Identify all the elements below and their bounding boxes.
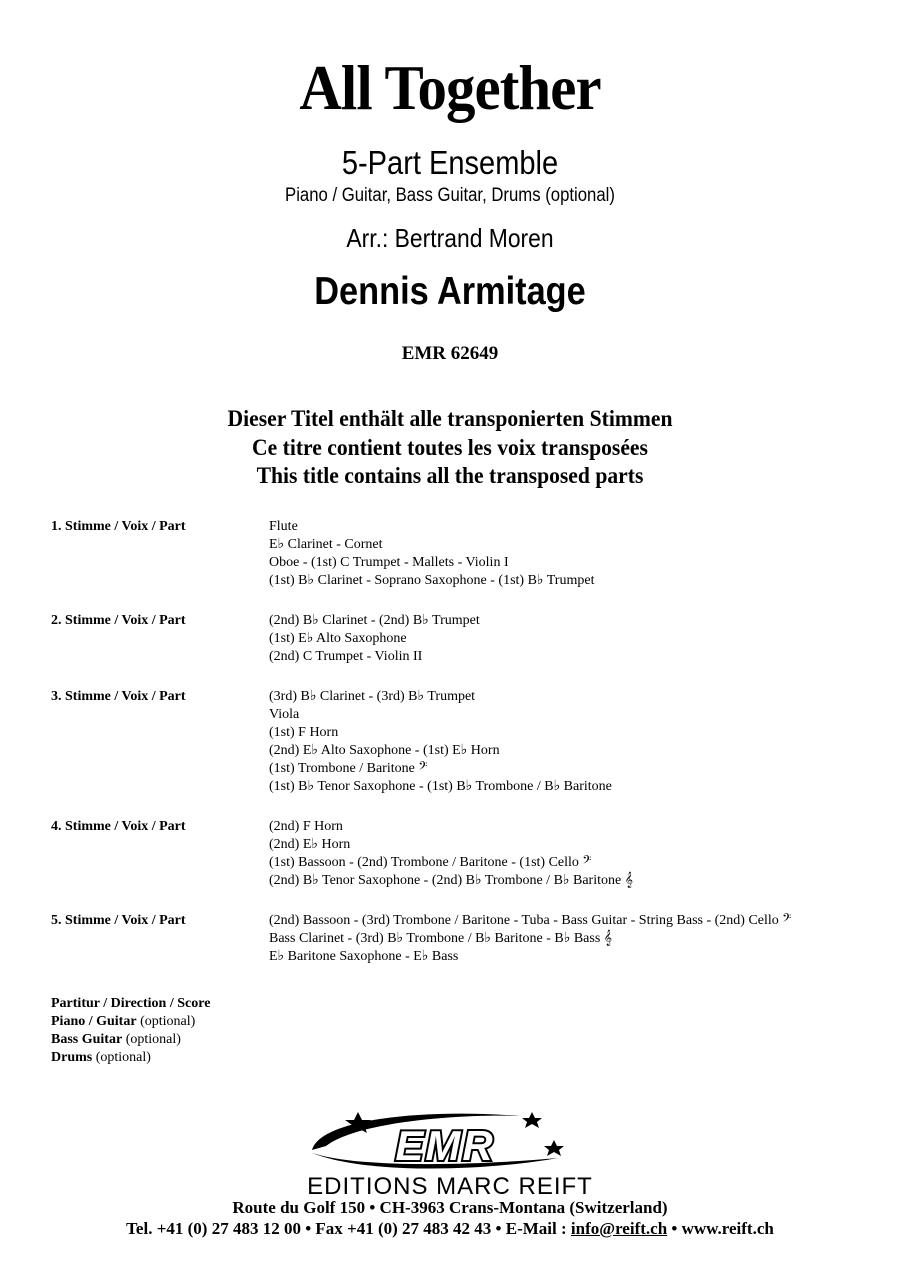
- notice-french: Ce titre contient toutes les voix transposées: [252, 434, 648, 460]
- score-line: [51, 995, 451, 1013]
- logo-star-far-right: [544, 1140, 564, 1156]
- part-item: E♭ Baritone Saxophone - E♭ Bass: [269, 949, 459, 964]
- drums-label: Drums: [51, 1050, 93, 1065]
- transposed-parts-notice: [0, 405, 900, 491]
- part-group-3: [51, 688, 871, 796]
- part-item: (2nd) F Horn: [269, 819, 343, 834]
- part-group-2: [51, 612, 871, 666]
- part-label: 4. Stimme / Voix / Part: [51, 819, 186, 834]
- logo-star-right: [522, 1112, 542, 1128]
- part-item: E♭ Clarinet - Cornet: [269, 537, 383, 552]
- part-item: (3rd) B♭ Clarinet - (3rd) B♭ Trumpet: [269, 689, 476, 704]
- part-item: Flute: [269, 519, 298, 534]
- piece-title: All Together: [299, 52, 601, 123]
- parts-list: [51, 518, 871, 988]
- notice-english: This title contains all the transposed parts: [256, 463, 644, 488]
- part-item: (2nd) Bassoon - (3rd) Trombone / Baritone - Tuba - Bass Guitar - String Bass - (2nd) Cello 𝄢: [269, 913, 792, 928]
- part-group-4: [51, 818, 871, 890]
- part-item: (1st) F Horn: [269, 725, 339, 740]
- part-item: Bass Clarinet - (3rd) B♭ Trombone / B♭ Baritone - B♭ Bass 𝄞: [269, 931, 613, 946]
- logo-emr-text: EMR: [395, 1122, 495, 1169]
- part-item: (1st) Trombone / Baritone 𝄢: [269, 761, 428, 776]
- part-item: (2nd) B♭ Tenor Saxophone - (2nd) B♭ Trombone / B♭ Baritone 𝄞: [269, 873, 633, 888]
- part-group-1: [51, 518, 871, 590]
- arranger-credit: Arr.: Bertrand Moren: [346, 223, 554, 253]
- publisher-address: Route du Golf 150 • CH-3963 Crans-Montana (Switzerland): [232, 1198, 668, 1217]
- score-label: Partitur / Direction / Score: [51, 996, 211, 1011]
- contact-website[interactable]: • www.reift.ch: [667, 1219, 774, 1238]
- part-item: (1st) Bassoon - (2nd) Trombone / Baritone - (1st) Cello 𝄢: [269, 855, 592, 870]
- part-item: (2nd) E♭ Horn: [269, 837, 351, 852]
- email-link[interactable]: info@reift.ch: [570, 1219, 668, 1238]
- logo-publisher-name: EDITIONS MARC REIFT: [307, 1173, 593, 1198]
- part-group-5: [51, 912, 871, 966]
- ensemble-subtitle: 5-Part Ensemble: [341, 144, 559, 181]
- drums-line: [51, 1049, 451, 1067]
- part-item: (2nd) E♭ Alto Saxophone - (1st) E♭ Horn: [269, 743, 500, 758]
- optional-note: (optional): [95, 1050, 151, 1065]
- publisher-contact: [0, 1218, 900, 1240]
- optional-note: (optional): [140, 1014, 196, 1029]
- part-item: (2nd) C Trumpet - Violin II: [269, 649, 423, 664]
- part-item: Oboe - (1st) C Trumpet - Mallets - Violin I: [269, 555, 509, 570]
- notice-german: Dieser Titel enthält alle transponierten Stimmen: [227, 406, 673, 431]
- catalog-number: EMR 62649: [401, 343, 499, 364]
- part-item: (1st) B♭ Clarinet - Soprano Saxophone - (1st) B♭ Trumpet: [269, 573, 595, 588]
- part-item: (1st) E♭ Alto Saxophone: [269, 631, 407, 646]
- part-label: 5. Stimme / Voix / Part: [51, 913, 186, 928]
- instrumentation-line: Piano / Guitar, Bass Guitar, Drums (optional): [285, 185, 615, 206]
- part-label: 1. Stimme / Voix / Part: [51, 519, 186, 534]
- bass-line: [51, 1031, 451, 1049]
- part-label: 3. Stimme / Voix / Part: [51, 689, 186, 704]
- composer-name: Dennis Armitage: [314, 270, 586, 313]
- emr-logo: [240, 1106, 660, 1198]
- bass-label: Bass Guitar: [51, 1032, 123, 1047]
- piano-line: [51, 1013, 451, 1031]
- contact-phone-fax: Tel. +41 (0) 27 483 12 00 • Fax +41 (0) 27 483 42 43 • E-Mail :: [126, 1219, 571, 1238]
- part-item: Viola: [269, 707, 300, 722]
- part-item: (1st) B♭ Tenor Saxophone - (1st) B♭ Trombone / B♭ Baritone: [269, 779, 612, 794]
- part-label: 2. Stimme / Voix / Part: [51, 613, 186, 628]
- additional-parts: [51, 995, 451, 1067]
- piano-label: Piano / Guitar: [51, 1014, 137, 1029]
- part-item: (2nd) B♭ Clarinet - (2nd) B♭ Trumpet: [269, 613, 480, 628]
- optional-note: (optional): [125, 1032, 181, 1047]
